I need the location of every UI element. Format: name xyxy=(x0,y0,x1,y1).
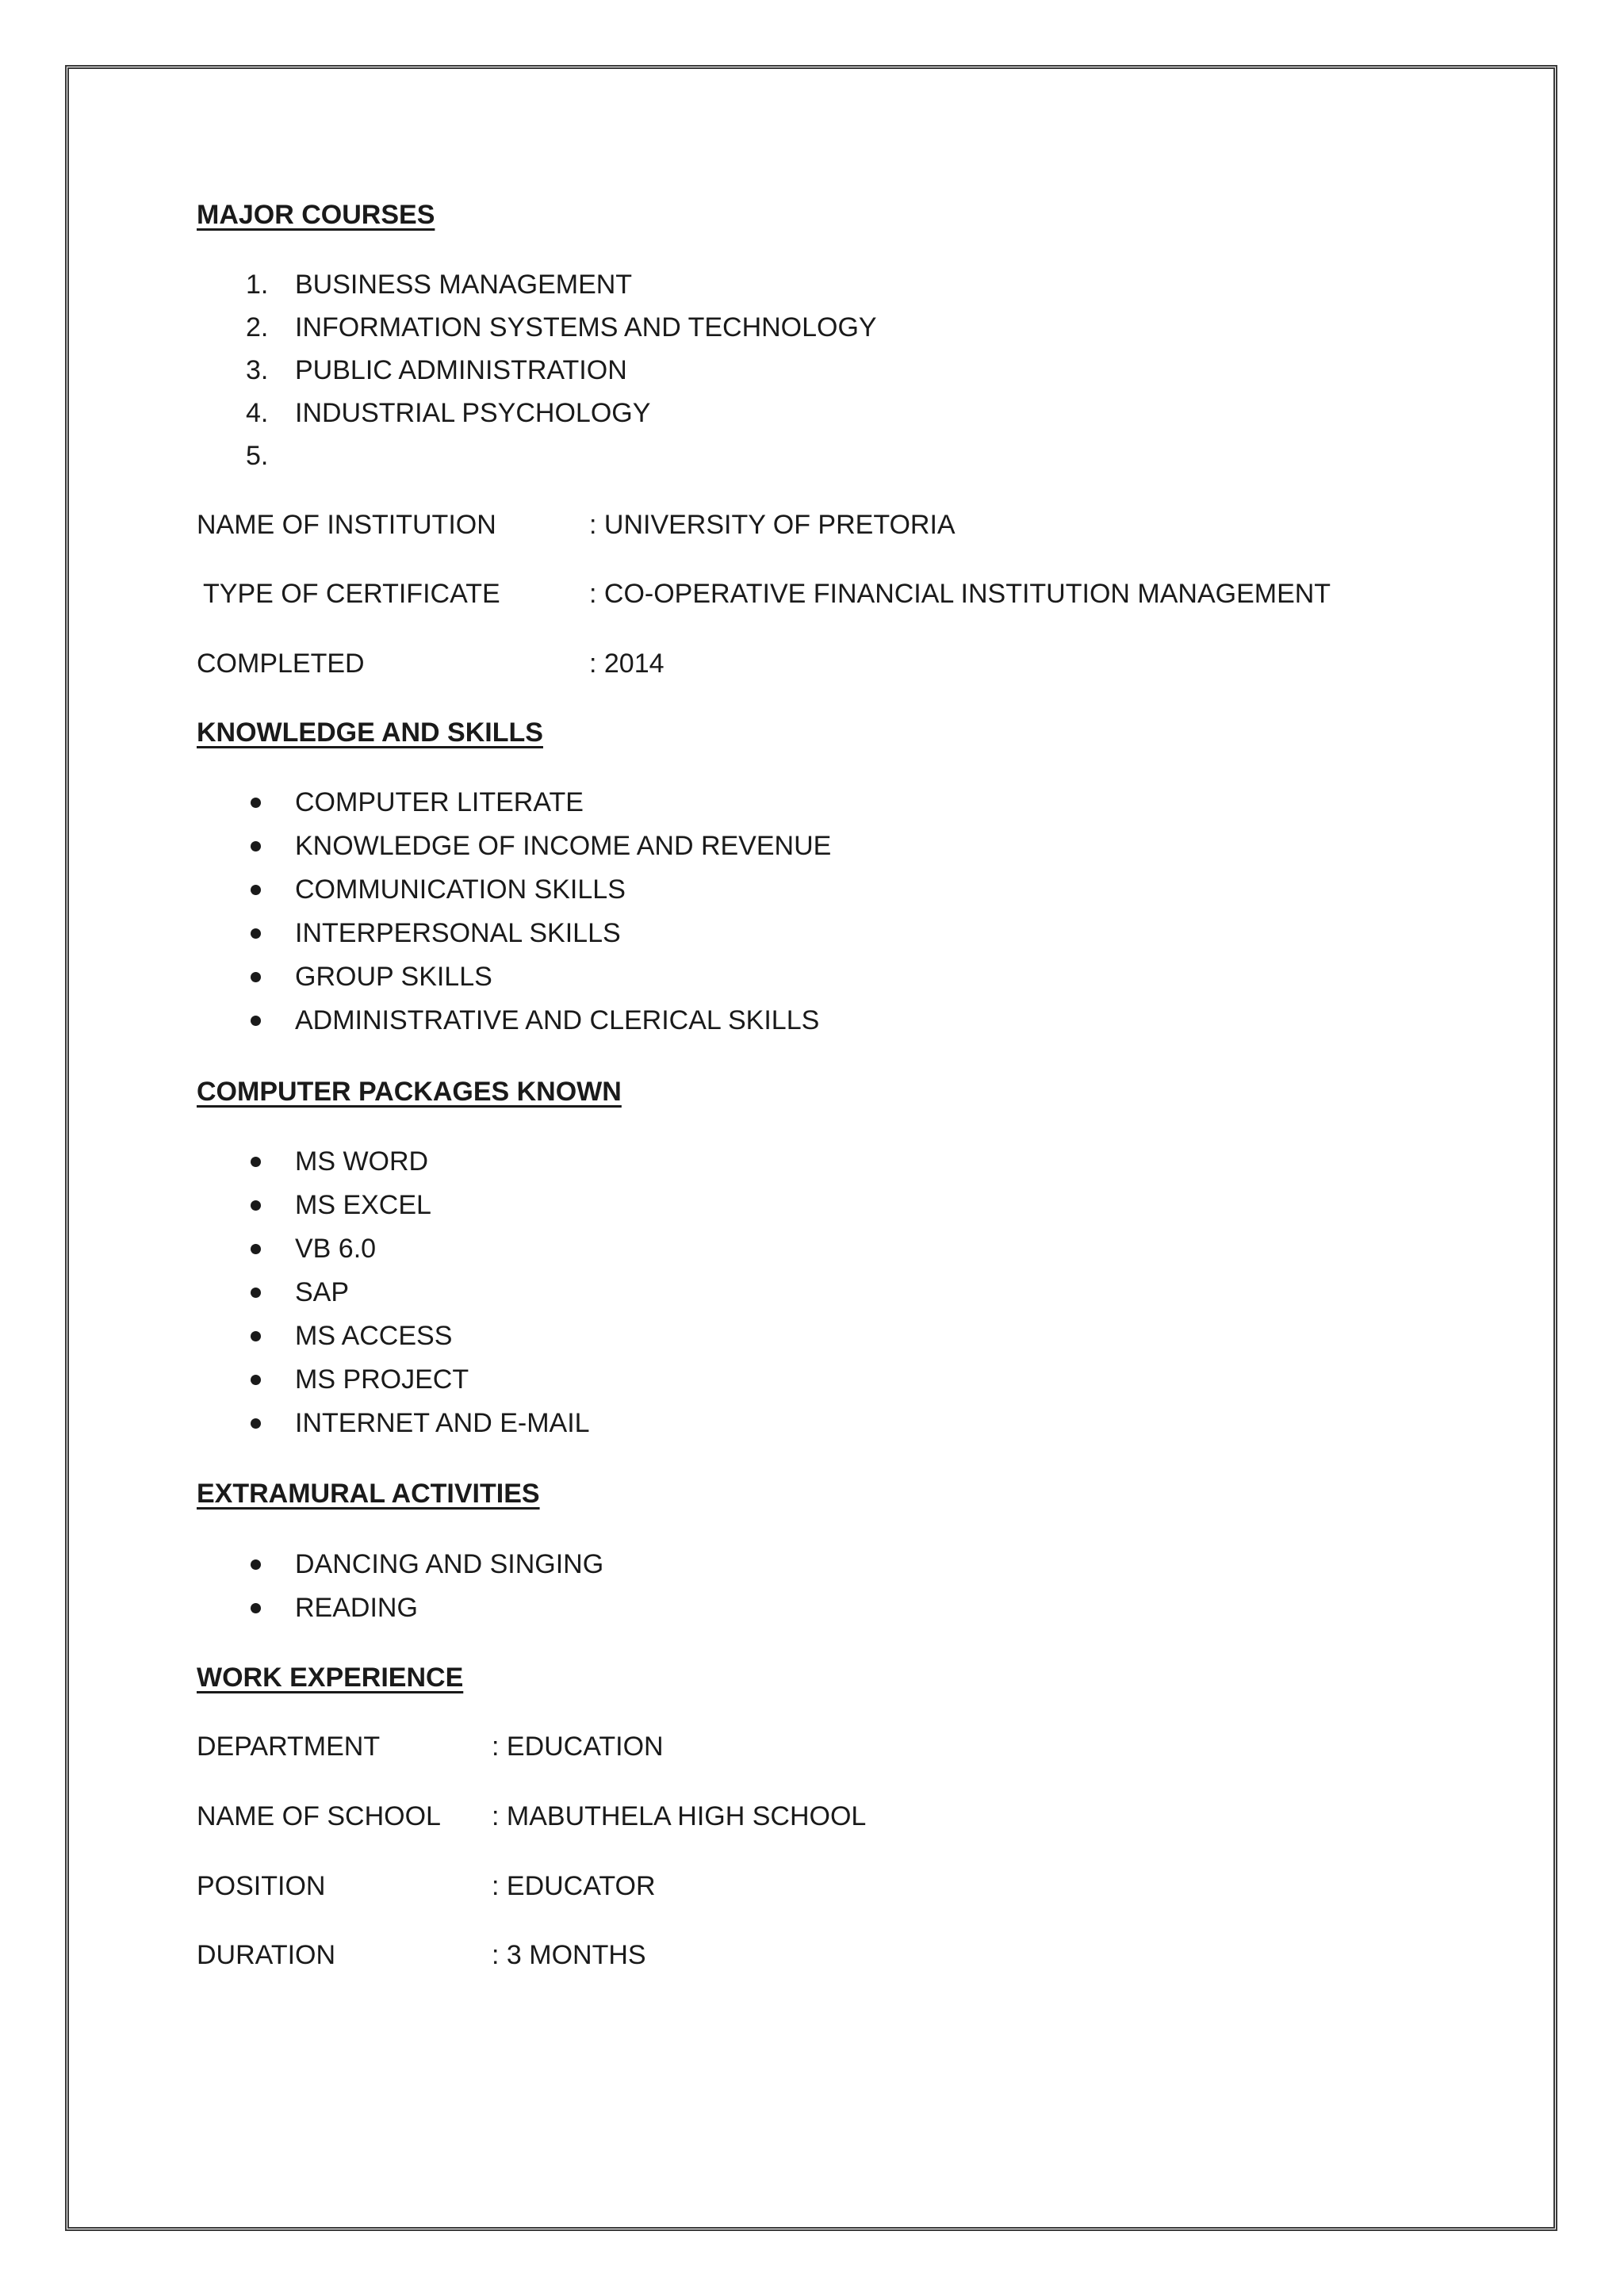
list-number: 3. xyxy=(246,355,269,385)
institution-value: : UNIVERSITY OF PRETORIA xyxy=(589,510,956,540)
knowledge-skills-heading: KNOWLEDGE AND SKILLS xyxy=(197,718,543,748)
bullet-icon xyxy=(251,885,261,895)
completed-value: : 2014 xyxy=(589,649,665,679)
page-border xyxy=(65,65,1557,2231)
list-number: 4. xyxy=(246,398,269,428)
certificate-value: : CO-OPERATIVE FINANCIAL INSTITUTION MANAGEMENT xyxy=(589,579,1331,609)
course-text: PUBLIC ADMINISTRATION xyxy=(295,355,627,385)
package-text: MS WORD xyxy=(295,1146,429,1177)
bullet-icon xyxy=(251,1288,261,1298)
package-text: VB 6.0 xyxy=(295,1234,377,1264)
package-text: SAP xyxy=(295,1277,350,1307)
position-label: POSITION xyxy=(197,1871,326,1901)
bullet-icon xyxy=(251,1418,261,1429)
bullet-icon xyxy=(251,972,261,982)
skill-text: INTERPERSONAL SKILLS xyxy=(295,918,621,948)
bullet-icon xyxy=(251,1016,261,1026)
duration-value: : 3 MONTHS xyxy=(492,1940,646,1970)
bullet-icon xyxy=(251,798,261,808)
extramural-heading: EXTRAMURAL ACTIVITIES xyxy=(197,1479,540,1509)
work-experience-heading: WORK EXPERIENCE xyxy=(197,1663,464,1693)
major-courses-heading: MAJOR COURSES xyxy=(197,200,435,230)
activity-text: READING xyxy=(295,1593,418,1623)
package-text: MS PROJECT xyxy=(295,1364,469,1395)
institution-label: NAME OF INSTITUTION xyxy=(197,510,496,540)
duration-label: DURATION xyxy=(197,1940,336,1970)
bullet-icon xyxy=(251,1331,261,1341)
package-text: MS ACCESS xyxy=(295,1321,453,1351)
certificate-label: TYPE OF CERTIFICATE xyxy=(203,579,500,609)
department-label: DEPARTMENT xyxy=(197,1732,381,1762)
bullet-icon xyxy=(251,841,261,851)
list-number: 2. xyxy=(246,312,269,342)
school-label: NAME OF SCHOOL xyxy=(197,1801,441,1831)
position-value: : EDUCATOR xyxy=(492,1871,656,1901)
bullet-icon xyxy=(251,1200,261,1211)
bullet-icon xyxy=(251,928,261,939)
course-text: INFORMATION SYSTEMS AND TECHNOLOGY xyxy=(295,312,877,342)
bullet-icon xyxy=(251,1559,261,1570)
bullet-icon xyxy=(251,1375,261,1385)
bullet-icon xyxy=(251,1157,261,1167)
course-text: INDUSTRIAL PSYCHOLOGY xyxy=(295,398,651,428)
skill-text: ADMINISTRATIVE AND CLERICAL SKILLS xyxy=(295,1005,820,1035)
computer-packages-heading: COMPUTER PACKAGES KNOWN xyxy=(197,1077,622,1107)
completed-label: COMPLETED xyxy=(197,649,365,679)
bullet-icon xyxy=(251,1603,261,1613)
list-number: 5. xyxy=(246,441,269,471)
school-value: : MABUTHELA HIGH SCHOOL xyxy=(492,1801,867,1831)
bullet-icon xyxy=(251,1244,261,1254)
activity-text: DANCING AND SINGING xyxy=(295,1549,604,1579)
list-number: 1. xyxy=(246,270,269,300)
skill-text: COMPUTER LITERATE xyxy=(295,787,584,817)
course-text: BUSINESS MANAGEMENT xyxy=(295,270,633,300)
package-text: MS EXCEL xyxy=(295,1190,431,1220)
skill-text: KNOWLEDGE OF INCOME AND REVENUE xyxy=(295,831,832,861)
skill-text: COMMUNICATION SKILLS xyxy=(295,874,626,905)
department-value: : EDUCATION xyxy=(492,1732,664,1762)
skill-text: GROUP SKILLS xyxy=(295,962,492,992)
package-text: INTERNET AND E-MAIL xyxy=(295,1408,590,1438)
